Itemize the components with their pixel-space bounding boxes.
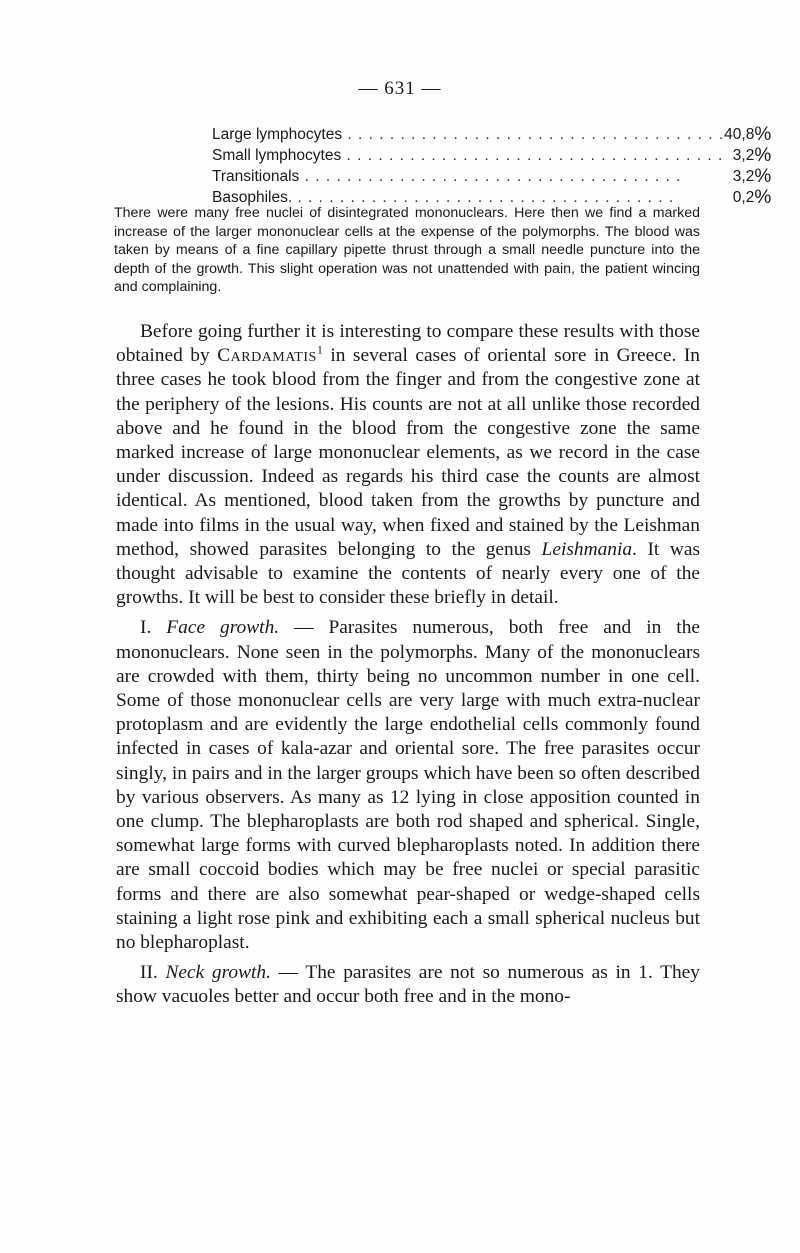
count-value: 40,8 [724,126,755,143]
leader-dots: . . . . . . . . . . . . . . . . . . . . . . . . . . . . . . . . . . . . [292,189,675,206]
count-value: 0,2 [732,189,755,206]
paragraph-neck-growth [116,961,700,1009]
cell-type-name: Large lymphocytes [212,126,343,143]
percent-sign: % [754,166,772,187]
cell-type-name: Small lymphocytes [212,147,342,164]
cell-type-label [212,145,724,166]
percent-sign: % [754,124,772,145]
paragraph-face-growth [116,616,700,955]
cell-type-label [212,124,724,145]
page-number: — 631 — [358,78,442,99]
percent-sign: % [754,145,772,166]
note-paragraph: There were many free nuclei of disintegrated mononuclears. Here then we find a marked increase of the larger mononuclear cells at the expense of the polymorphs. The blood was taken by means of a fine capillary pipette thrust through a small needle puncture into the depth of the growth. This slight operation was not unattended with pain, the patient wincing and complaining. [114,205,700,296]
count-row [212,145,771,166]
section-text: — Parasites numerous, both free and in the mononuclears. None seen in the polymorphs. Many of the mononuclears are crowded with them, thirty being no uncommon number in one cell. Some of those mononuclear cells are very large with much extra-nuclear protoplasm and are evidently the large endothelial cells commonly found infected in cases of kala-azar and oriental sore. The free parasites occur singly, in pairs and in the larger groups which have been so often described by various observers. As many as 12 lying in close apposition counted in one clump. The blepharoplasts are both rod shaped and spherical. Single, somewhat large forms with curved blepharoplasts noted. In addition there are small coccoid bodies which may be free nuclei or special parasitic forms and there are also somewhat pear-shaped or wedge-shaped cells staining a light rose pink and exhibiting each a small spherical nucleus but no blepharoplast. [116,617,700,954]
cell-type-label [212,166,724,187]
section-heading: Face growth. [166,617,280,639]
cell-type-name: Transitionals [212,168,300,185]
count-value: 3,2 [732,168,755,185]
leader-dots: . . . . . . . . . . . . . . . . . . . . . . . . . . . . . . . . . . . . [342,126,725,143]
count-value: 3,2 [732,147,755,164]
count-row [212,124,771,145]
paragraph-comparison-end: . It was thought advisable to examine the contents of nearly every one of the growths. It will be best to consider these briefly in detail. [116,538,701,609]
body-text [116,320,700,1010]
leader-dots: . . . . . . . . . . . . . . . . . . . . . . . . . . . . . . . . . . . . [341,147,724,164]
count-row [212,166,771,187]
percent-sign: % [754,187,772,208]
footnote-mark: 1 [316,342,323,357]
paragraph-comparison-text: Before going further it is interesting to compare these results with those obtained by [116,321,700,367]
cell-type-name: Basophiles. [212,189,293,206]
paragraph-comparison-text: in several cases of oriental sore in Greece. In three cases he took blood from the finger and from the congestive zone at the periphery of the lesions. His counts are not at all unlike those recorded above and he found in the blood from the congestive zone the same marked increase of large mononuclear elements, as we record in the case under discussion. Indeed as regards his third case the counts are almost identical. As mentioned, blood taken from the growths by puncture and made into films in the usual way, when fixed and stained by the Leishman method, showed parasites belonging to the genus [116,345,700,560]
section-heading: Neck growth. [165,962,271,984]
author-name: Cardamatis [217,345,317,367]
genus-name: Leishmania [541,538,633,560]
leader-dots: . . . . . . . . . . . . . . . . . . . . . . . . . . . . . . . . . . . . [299,168,682,185]
section-number: II. [140,962,158,984]
section-text: — The parasites are not so numerous as in 1. They show vacuoles better and occur both free and in the mono- [116,962,700,1008]
differential-count-table [212,124,771,208]
paragraph-comparison [116,320,700,610]
section-number: I. [140,617,152,639]
